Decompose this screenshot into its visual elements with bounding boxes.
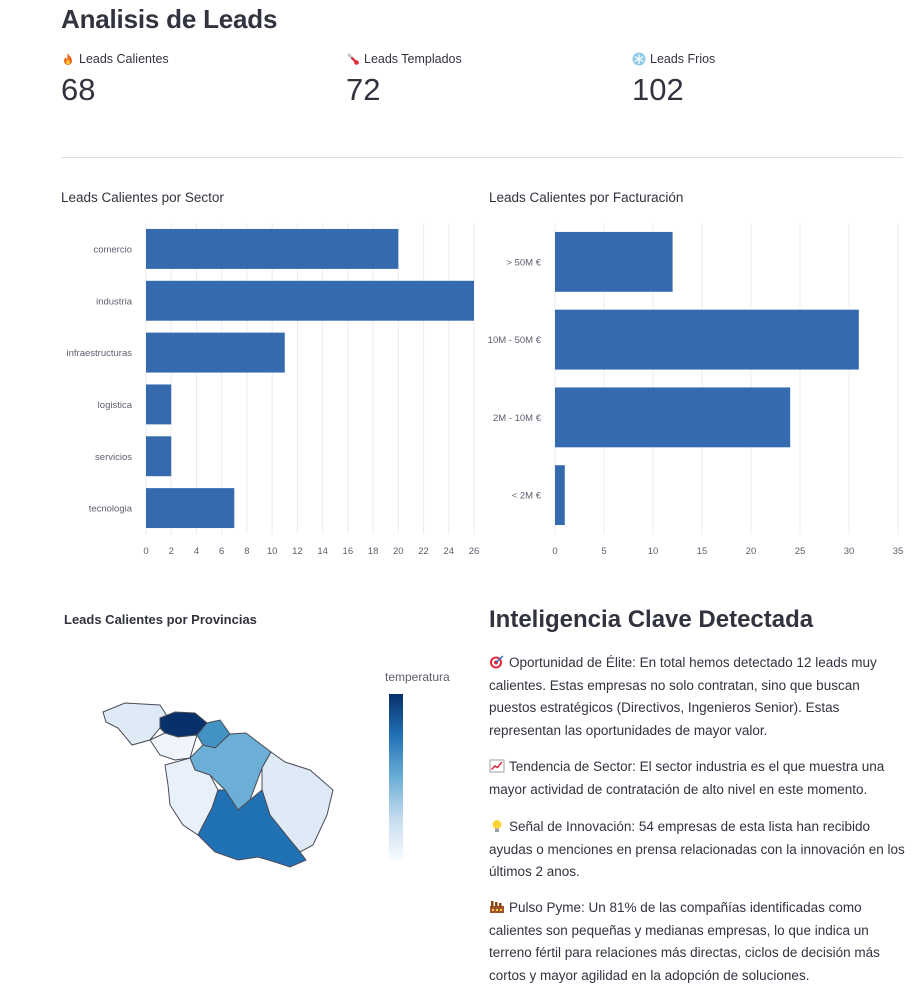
colorbar-label: temperatura <box>385 670 450 684</box>
metric-value: 68 <box>61 72 96 107</box>
metric-value: 102 <box>632 72 684 107</box>
metric-leads-templados <box>346 52 462 108</box>
intel-text: Señal de Innovación: 54 empresas de esta lista han recibido ayudas o menciones en prensa relacionadas con la innovación en los últimos 2 anos. <box>489 819 905 879</box>
bar-facturacion-3[interactable] <box>555 465 565 525</box>
chart-title-facturacion: Leads Calientes por Facturación <box>489 190 684 205</box>
chart-up-icon <box>489 759 505 773</box>
category-label: infraestructuras <box>66 348 132 360</box>
category-label: tecnologia <box>88 503 132 515</box>
bar-sector-1[interactable] <box>146 281 474 321</box>
map-title: Leads Calientes por Provincias <box>64 612 257 627</box>
page-title: Analisis de Leads <box>61 4 278 34</box>
intel-text: Oportunidad de Élite: En total hemos detectado 12 leads muy calientes. Estas empresas no solo contratan, sino que buscan puestos estratégicos (Directivos, Ingenieros Senior). Estas representan las oportunidades de mayor valor. <box>489 655 877 738</box>
category-label: comercio <box>93 244 132 256</box>
intel-title: Inteligencia Clave Detectada <box>489 606 814 633</box>
intel-item-innovacion <box>489 816 905 884</box>
bar-sector-4[interactable] <box>146 436 171 476</box>
metric-label: Leads Calientes <box>79 52 169 66</box>
category-label: 2M - 10M € <box>492 412 541 424</box>
x-tick-label: 2 <box>168 546 174 557</box>
x-tick-label: 20 <box>745 546 757 557</box>
intel-item-tendencia <box>489 756 905 801</box>
metric-label: Leads Templados <box>364 52 462 66</box>
divider <box>61 157 903 158</box>
bar-sector-0[interactable] <box>146 229 398 269</box>
bar-facturacion-2[interactable] <box>555 387 790 447</box>
x-tick-label: 20 <box>393 546 404 557</box>
category-label: logistica <box>97 399 132 411</box>
category-label: > 50M € <box>506 257 541 269</box>
bar-facturacion-1[interactable] <box>555 310 859 370</box>
x-tick-label: 30 <box>843 546 855 557</box>
x-tick-label: 4 <box>193 546 200 557</box>
x-tick-label: 22 <box>418 546 429 557</box>
factory-icon <box>489 900 505 914</box>
province-map <box>95 695 340 875</box>
intel-item-elite <box>489 652 905 742</box>
category-label: industria <box>96 296 132 308</box>
chart-sector <box>0 215 480 570</box>
target-icon <box>489 655 505 669</box>
intel-text: Tendencia de Sector: El sector industria es el que muestra una mayor actividad de contratación de alto nivel en este momento. <box>489 759 885 797</box>
x-tick-label: 6 <box>219 546 225 557</box>
x-tick-label: 8 <box>244 546 250 557</box>
x-tick-label: 10 <box>647 546 659 557</box>
x-tick-label: 5 <box>601 546 607 557</box>
x-tick-label: 18 <box>367 546 379 557</box>
thermometer-icon <box>346 52 360 66</box>
chart-facturacion <box>480 215 915 570</box>
x-tick-label: 35 <box>892 546 904 557</box>
lightbulb-icon <box>489 819 505 833</box>
bar-facturacion-0[interactable] <box>555 232 673 292</box>
metric-label: Leads Frios <box>650 52 716 66</box>
province-4 <box>150 733 197 760</box>
category-label: < 2M € <box>511 490 541 502</box>
snowflake-icon <box>632 52 646 66</box>
x-tick-label: 12 <box>292 546 303 557</box>
x-tick-label: 24 <box>443 546 455 557</box>
x-tick-label: 16 <box>342 546 354 557</box>
fire-icon <box>61 52 75 66</box>
bar-sector-3[interactable] <box>146 384 171 424</box>
x-tick-label: 0 <box>552 546 558 557</box>
x-tick-label: 25 <box>794 546 806 557</box>
x-tick-label: 14 <box>317 546 328 557</box>
bar-sector-2[interactable] <box>146 333 285 373</box>
chart-title-sector: Leads Calientes por Sector <box>61 190 224 205</box>
x-tick-label: 0 <box>143 546 149 557</box>
colorbar <box>389 694 403 860</box>
intel-item-pyme <box>489 897 905 987</box>
intel-text: Pulso Pyme: Un 81% de las compañías identificadas como calientes son pequeñas y medianas empresas, lo que indica un terreno fértil para relaciones más directas, ciclos de decisión más cortos y mayor agilidad en la adopción de soluciones. <box>489 900 880 983</box>
x-tick-label: 15 <box>696 546 708 557</box>
x-tick-label: 26 <box>468 546 480 557</box>
category-label: 10M - 50M € <box>487 335 541 347</box>
x-tick-label: 10 <box>266 546 278 557</box>
metric-value: 72 <box>346 72 381 107</box>
bar-sector-5[interactable] <box>146 488 234 528</box>
metric-leads-frios <box>632 52 715 108</box>
category-label: servicios <box>95 451 132 463</box>
metric-leads-calientes <box>61 52 169 108</box>
